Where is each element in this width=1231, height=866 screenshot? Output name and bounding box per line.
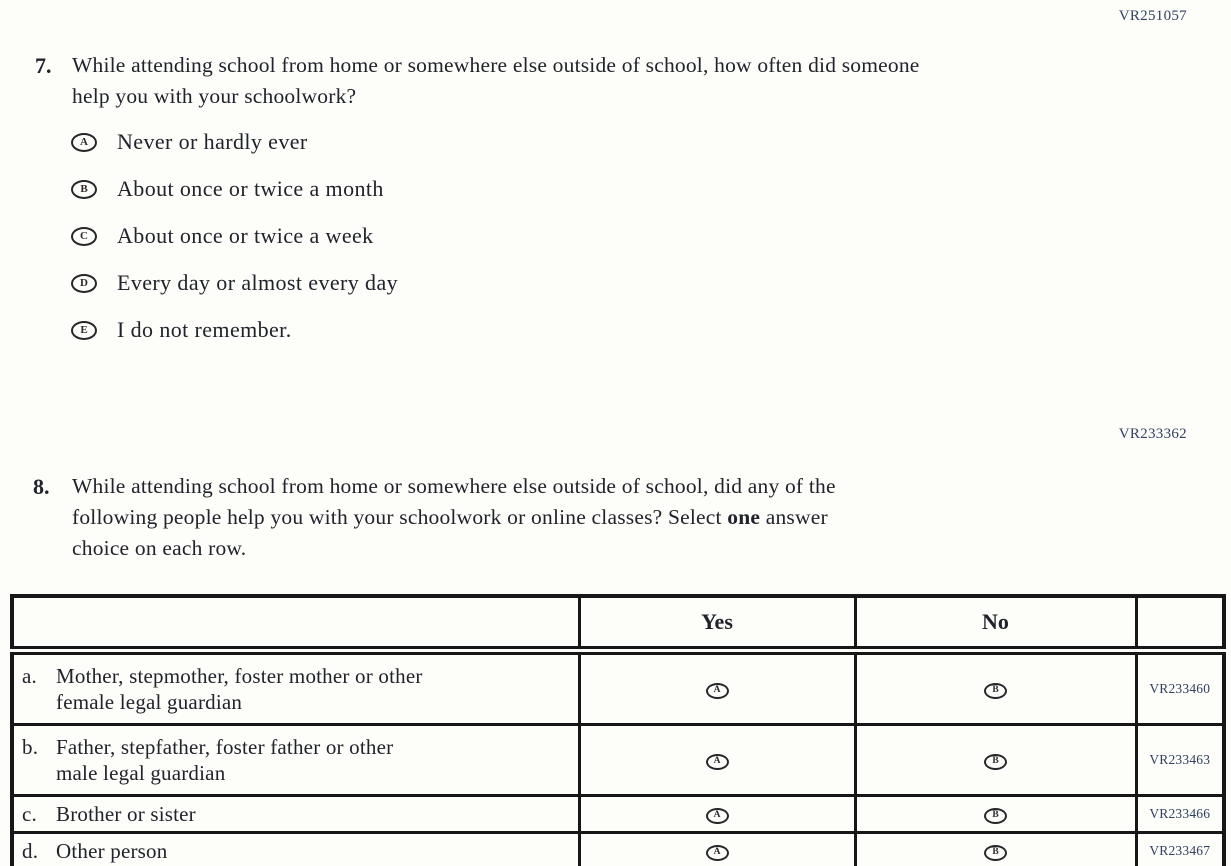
row-d-yes-bubble[interactable]: A: [706, 845, 729, 861]
row-c-text: Brother or sister: [56, 802, 196, 826]
row-d-text: Other person: [56, 839, 168, 863]
header-no: No: [855, 596, 1136, 651]
row-c-prefix: c.: [22, 802, 37, 826]
header-code-blank: [1136, 596, 1224, 651]
row-b-prefix: b.: [22, 735, 39, 759]
row-c-code: VR233466: [1136, 796, 1224, 833]
option-e: [71, 317, 398, 342]
option-c-bubble[interactable]: C: [71, 227, 97, 246]
q8-answer-table: [10, 594, 1226, 866]
option-c: [71, 223, 398, 248]
question-8: [33, 471, 836, 564]
table-row-c: [12, 796, 1224, 833]
row-d-no-bubble[interactable]: B: [984, 845, 1007, 861]
option-d-bubble[interactable]: D: [71, 274, 97, 293]
row-a-no-bubble[interactable]: B: [984, 683, 1007, 699]
option-c-label: About once or twice a week: [117, 223, 374, 248]
row-a-yes-bubble[interactable]: A: [706, 683, 729, 699]
table-row-b: [12, 725, 1224, 796]
question-8-text-line-2: following people help you with your schoolwork or online classes? Select one answer: [72, 505, 828, 529]
row-a-text: Mother, stepmother, foster mother or other female legal guardian: [56, 664, 423, 714]
header-yes: Yes: [579, 596, 855, 651]
option-a-label: Never or hardly ever: [117, 129, 308, 154]
form-code-q8: VR233362: [1118, 426, 1187, 442]
row-a-code: VR233460: [1136, 651, 1224, 725]
option-d-label: Every day or almost every day: [117, 270, 399, 295]
row-d-label: [12, 833, 579, 866]
table-row-d: [12, 833, 1224, 866]
row-b-label: [12, 725, 579, 796]
option-e-label: I do not remember.: [117, 317, 292, 342]
form-code-top: VR251057: [1118, 8, 1187, 24]
row-b-yes-bubble[interactable]: A: [706, 754, 729, 770]
question-8-text: [72, 471, 836, 564]
option-a-bubble[interactable]: A: [71, 133, 97, 152]
question-8-text-line-3: choice on each row.: [72, 536, 247, 560]
row-c-label: [12, 796, 579, 833]
row-a-label: [12, 651, 579, 725]
question-7-text-line-1: While attending school from home or somewhere else outside of school, how often did someone: [72, 53, 920, 77]
question-8-text-line-1: While attending school from home or somewhere else outside of school, did any of the: [72, 474, 836, 498]
header-blank: [12, 596, 579, 651]
question-7-options: [71, 129, 399, 342]
question-7-number: 7.: [35, 53, 52, 78]
row-d-code: VR233467: [1136, 833, 1224, 866]
table-header-row: [12, 596, 1224, 651]
option-b-label: About once or twice a month: [117, 176, 384, 201]
question-7: [35, 50, 920, 112]
question-7-text: [72, 50, 920, 112]
bold-word-one: one: [727, 505, 761, 529]
option-e-bubble[interactable]: E: [71, 321, 97, 340]
question-8-number: 8.: [33, 474, 50, 499]
row-b-text: Father, stepfather, foster father or other male legal guardian: [56, 735, 394, 785]
question-7-text-line-2: help you with your schoolwork?: [72, 84, 357, 108]
row-a-prefix: a.: [22, 664, 37, 688]
row-c-no-bubble[interactable]: B: [984, 808, 1007, 824]
option-b-bubble[interactable]: B: [71, 180, 97, 199]
option-d: [71, 270, 399, 295]
row-b-code: VR233463: [1136, 725, 1224, 796]
row-d-prefix: d.: [22, 839, 39, 863]
row-c-yes-bubble[interactable]: A: [706, 808, 729, 824]
option-b: [71, 176, 398, 201]
option-a: [71, 129, 398, 154]
table-row-a: [12, 651, 1224, 725]
row-b-no-bubble[interactable]: B: [984, 754, 1007, 770]
